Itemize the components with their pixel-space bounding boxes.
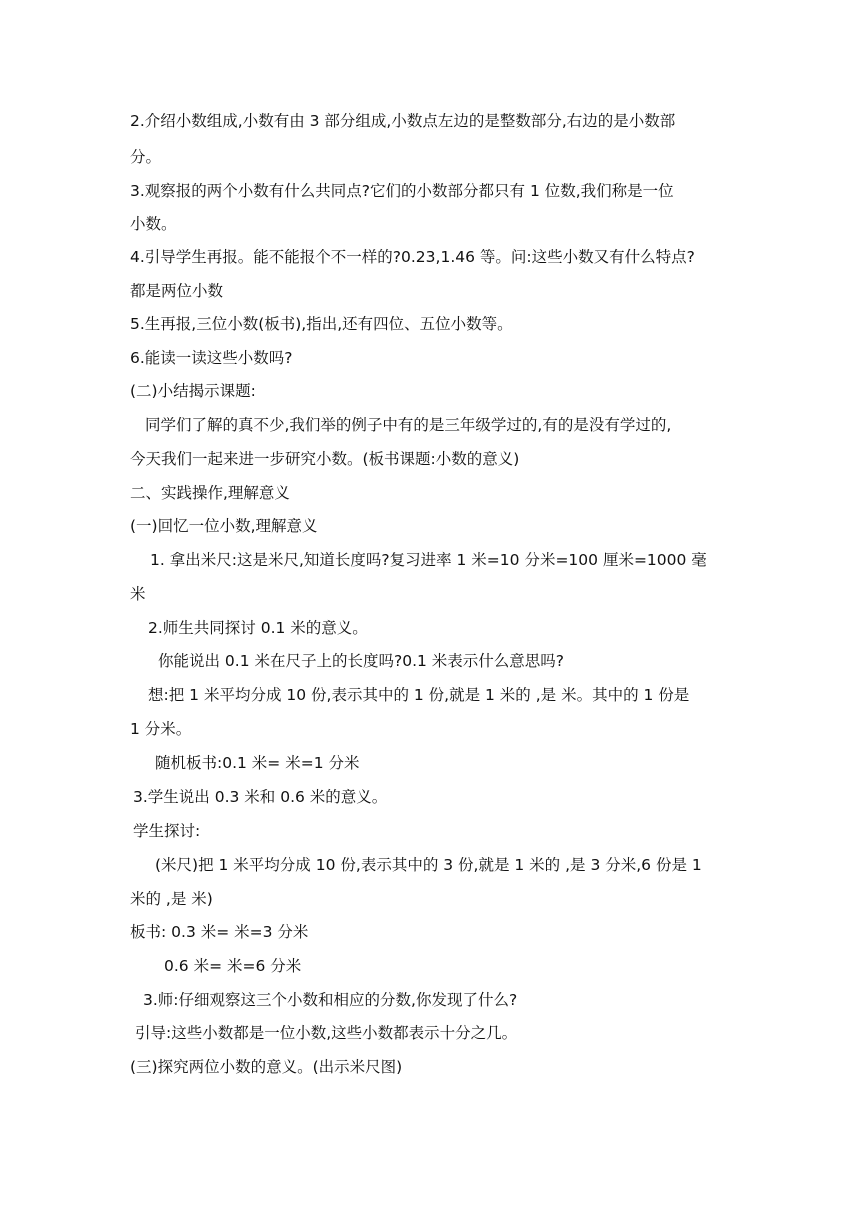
text-line: 同学们了解的真不少,我们举的例子中有的是三年级学过的,有的是没有学过的, bbox=[145, 416, 672, 434]
text-line: 2.师生共同探讨 0.1 米的意义。 bbox=[148, 619, 368, 637]
text-line: 1. 拿出米尺:这是米尺,知道长度吗?复习进率 1 米=10 分米=100 厘米=1000 毫 bbox=[150, 551, 707, 569]
text-line: 都是两位小数 bbox=[130, 282, 224, 300]
section-heading: 二、实践操作,理解意义 bbox=[130, 484, 290, 502]
text-line: 米的 ,是 米) bbox=[130, 890, 213, 908]
text-line: 随机板书:0.1 米= 米=1 分米 bbox=[155, 754, 360, 772]
text-line: 今天我们一起来进一步研究小数。(板书课题:小数的意义) bbox=[130, 450, 520, 468]
text-line: 想:把 1 米平均分成 10 份,表示其中的 1 份,就是 1 米的 ,是 米。其中的 1 份是 bbox=[148, 686, 690, 704]
text-line: 分。 bbox=[130, 148, 162, 166]
text-line: 米 bbox=[130, 585, 146, 603]
section-heading: (三)探究两位小数的意义。(出示米尺图) bbox=[130, 1058, 403, 1076]
text-line: 3.观察报的两个小数有什么共同点?它们的小数部分都只有 1 位数,我们称是一位 bbox=[130, 182, 674, 200]
section-heading: (一)回忆一位小数,理解意义 bbox=[130, 517, 318, 535]
section-heading: (二)小结揭示课题: bbox=[130, 382, 256, 400]
text-line: 6.能读一读这些小数吗? bbox=[130, 349, 293, 367]
text-line: 小数。 bbox=[130, 215, 177, 233]
text-line: 0.6 米= 米=6 分米 bbox=[164, 957, 302, 975]
text-line: 引导:这些小数都是一位小数,这些小数都表示十分之几。 bbox=[135, 1024, 518, 1042]
text-line: (米尺)把 1 米平均分成 10 份,表示其中的 3 份,就是 1 米的 ,是 3 分米,6 份是 1 bbox=[155, 856, 702, 874]
text-line: 4.引导学生再报。能不能报个不一样的?0.23,1.46 等。问:这些小数又有什么特点? bbox=[130, 248, 695, 266]
text-line: 你能说出 0.1 米在尺子上的长度吗?0.1 米表示什么意思吗? bbox=[158, 652, 565, 670]
text-line: 学生探讨: bbox=[133, 822, 201, 840]
text-line: 3.师:仔细观察这三个小数和相应的分数,你发现了什么? bbox=[143, 991, 518, 1009]
text-line: 5.生再报,三位小数(板书),指出,还有四位、五位小数等。 bbox=[130, 315, 513, 333]
text-line: 2.介绍小数组成,小数有由 3 部分组成,小数点左边的是整数部分,右边的是小数部 bbox=[130, 112, 676, 130]
text-line: 1 分米。 bbox=[130, 720, 192, 738]
text-line: 板书: 0.3 米= 米=3 分米 bbox=[130, 923, 309, 941]
text-line: 3.学生说出 0.3 米和 0.6 米的意义。 bbox=[133, 788, 388, 806]
